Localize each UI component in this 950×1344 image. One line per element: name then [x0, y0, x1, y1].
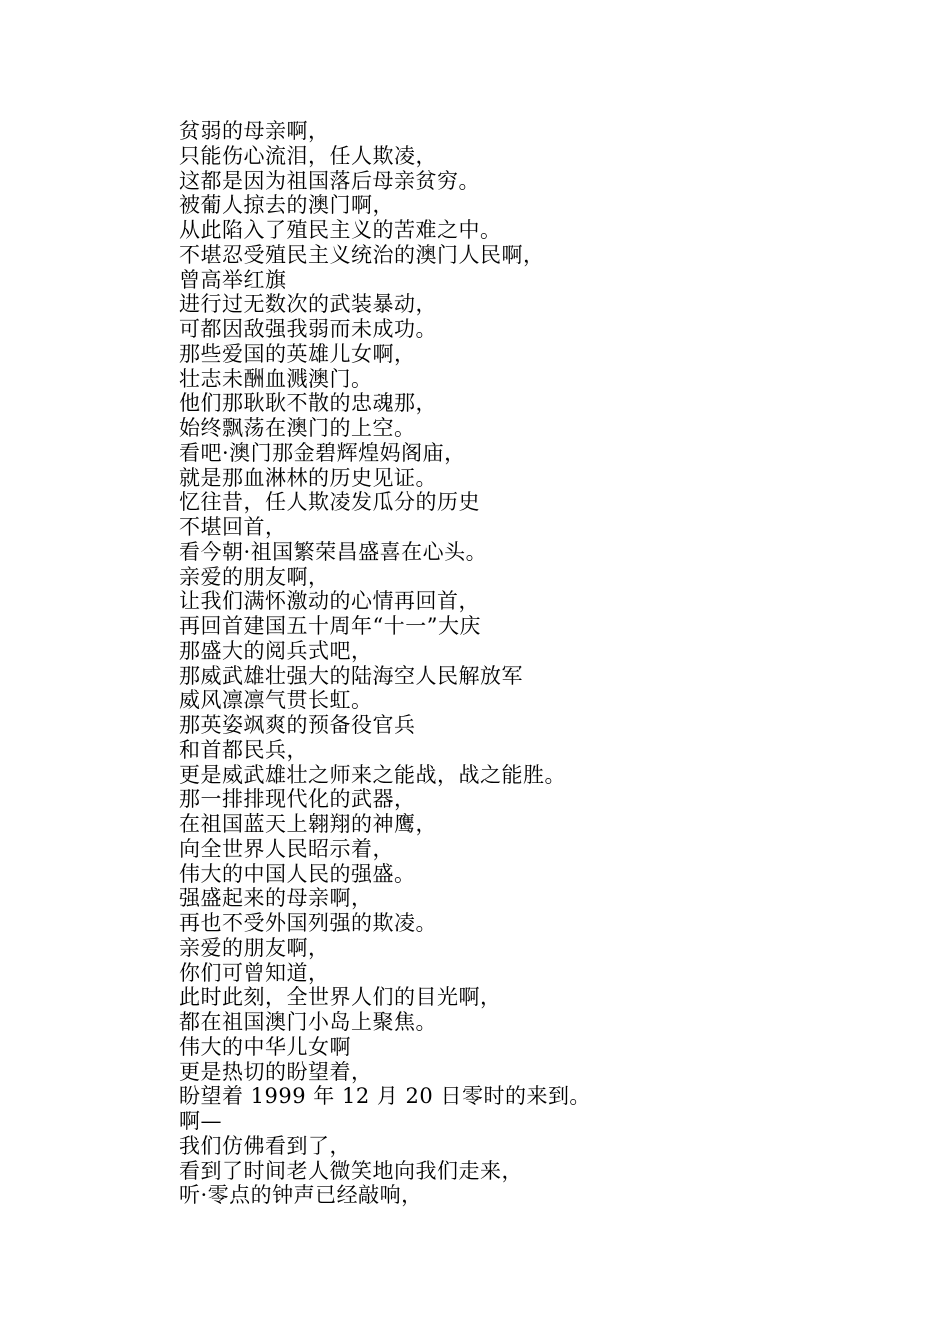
poem-line: 始终飘荡在澳门的上空。 — [179, 416, 416, 440]
poem-line: 盼望着 1999 年 12 月 20 日零时的来到。 — [179, 1084, 591, 1109]
poem-line: 再也不受外国列强的欺凌。 — [179, 911, 437, 935]
poem-line: 啊— — [179, 1109, 222, 1133]
poem-line: 可都因敌强我弱而未成功。 — [179, 317, 437, 341]
poem-line: 看今朝·祖国繁荣昌盛喜在心头。 — [179, 539, 488, 564]
poem-line: 让我们满怀激动的心情再回首， — [179, 589, 480, 614]
poem-line: 从此陷入了殖民主义的苦难之中。 — [179, 218, 502, 242]
poem-line: 被葡人掠去的澳门啊， — [179, 193, 394, 218]
poem-line: 那威武雄壮强大的陆海空人民解放军 — [179, 663, 523, 688]
poem-line: 听·零点的钟声已经敲响， — [179, 1183, 423, 1208]
poem-line: 那些爱国的英雄儿女啊， — [179, 341, 416, 366]
poem-line: 亲爱的朋友啊， — [179, 564, 330, 589]
poem-line: 再回首建国五十周年“十一”大庆 — [179, 614, 481, 638]
poem-line: 在祖国蓝天上翱翔的神鹰， — [179, 812, 437, 836]
poem-line: 伟大的中国人民的强盛。 — [179, 861, 416, 886]
poem-line: 不堪忍受殖民主义统治的澳门人民啊， — [179, 242, 545, 267]
poem-line: 威风凛凛气贯长虹。 — [179, 688, 373, 713]
poem-line: 更是威武雄壮之师来之能战，战之能胜。 — [179, 762, 566, 787]
poem-line: 看吧·澳门那金碧辉煌妈阁庙， — [179, 440, 466, 465]
poem-line: 壮志未酬血溅澳门。 — [179, 366, 373, 391]
poem-line: 看到了时间老人微笑地向我们走来， — [179, 1158, 523, 1183]
poem-line: 这都是因为祖国落后母亲贫穷。 — [179, 168, 480, 193]
poem-line: 不堪回首， — [179, 515, 287, 539]
poem-line: 曾高举红旗 — [179, 267, 287, 292]
poem-line: 伟大的中华儿女啊 — [179, 1034, 351, 1059]
poem-line: 那英姿飒爽的预备役官兵 — [179, 713, 416, 737]
poem-line: 更是热切的盼望着， — [179, 1059, 373, 1084]
poem-line: 就是那血淋林的历史见证。 — [179, 465, 437, 490]
poem-line: 进行过无数次的武装暴动， — [179, 292, 437, 317]
poem-line: 他们那耿耿不散的忠魂那， — [179, 391, 437, 416]
poem-line: 贫弱的母亲啊， — [179, 119, 330, 143]
poem-line: 此时此刻，全世界人们的目光啊， — [179, 985, 502, 1010]
poem-line: 只能伤心流泪，任人欺凌， — [179, 143, 437, 168]
poem-text — [179, 119, 591, 1208]
poem-line: 向全世界人民昭示着， — [179, 836, 394, 861]
poem-line: 那盛大的阅兵式吧， — [179, 638, 373, 663]
poem-line: 和首都民兵， — [179, 737, 308, 762]
poem-line: 都在祖国澳门小岛上聚焦。 — [179, 1010, 437, 1034]
poem-line: 你们可曾知道， — [179, 960, 330, 985]
poem-line: 强盛起来的母亲啊， — [179, 886, 373, 911]
poem-line: 忆往昔，任人欺凌发瓜分的历史 — [179, 490, 480, 515]
poem-line: 亲爱的朋友啊， — [179, 935, 330, 960]
poem-line: 那一排排现代化的武器， — [179, 787, 416, 812]
poem-line: 我们仿佛看到了， — [179, 1133, 351, 1158]
